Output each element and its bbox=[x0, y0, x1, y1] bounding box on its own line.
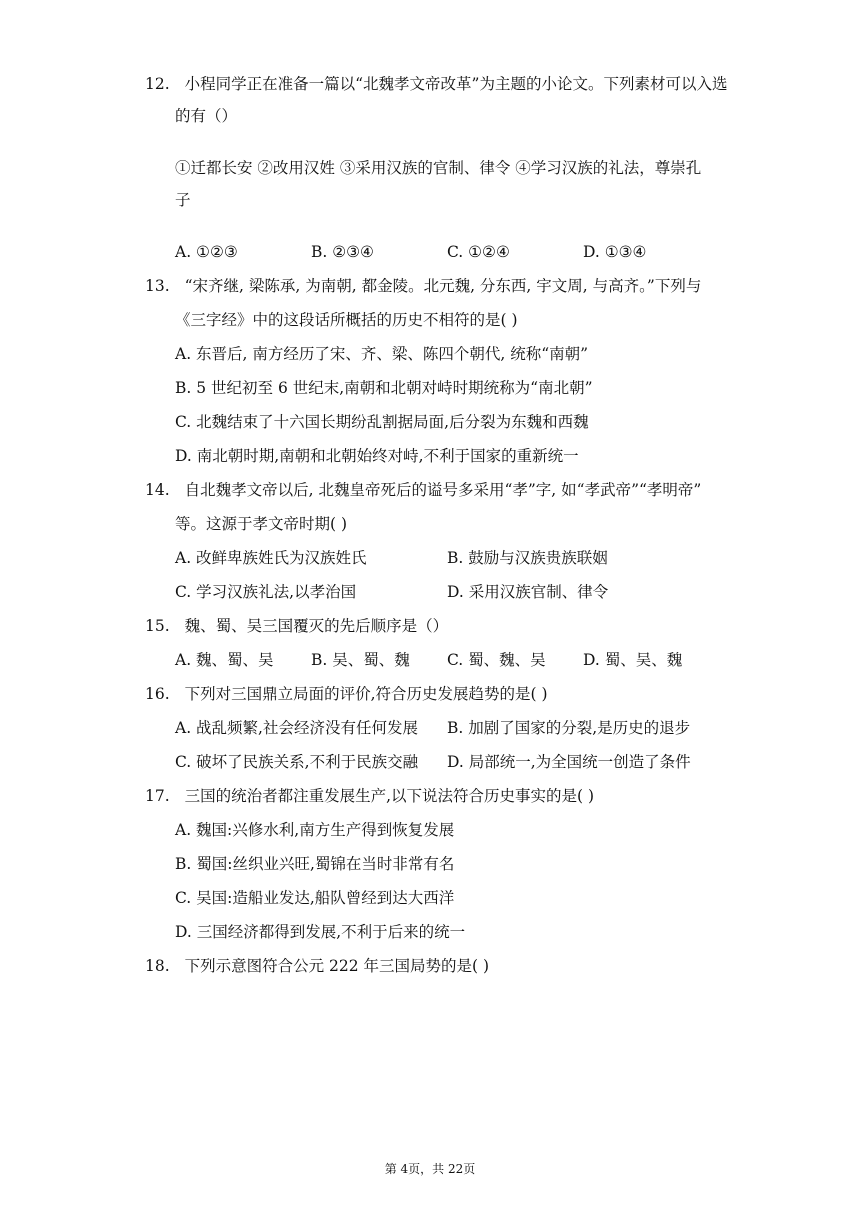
question-12 bbox=[145, 74, 727, 94]
question-number: 16. bbox=[145, 685, 170, 703]
question-stem: 魏、蜀、吴三国覆灭的先后顺序是（） bbox=[184, 617, 449, 635]
option-b[interactable]: B. 吴、蜀、魏 bbox=[311, 651, 410, 669]
option-d[interactable]: D. 蜀、吴、魏 bbox=[583, 651, 683, 669]
option-c[interactable]: C. 蜀、魏、吴 bbox=[447, 651, 546, 669]
option-b[interactable]: B. 5 世纪初至 6 世纪末,南朝和北朝对峙时期统称为“南北朝” bbox=[175, 379, 593, 397]
question-stem: “宋齐继, 梁陈承, 为南朝, 都金陵。北元魏, 分东西, 宇文周, 与高齐。”下列与 bbox=[184, 277, 702, 295]
question-stem: 三国的统治者都注重发展生产,以下说法符合历史事实的是( ) bbox=[184, 787, 595, 805]
option-a[interactable]: A. 魏国:兴修水利,南方生产得到恢复发展 bbox=[175, 821, 455, 839]
question-number: 17. bbox=[145, 787, 170, 805]
page-footer: 第 4页，共 22页 bbox=[384, 1162, 476, 1176]
option-d[interactable]: D. 南北朝时期,南朝和北朝始终对峙,不利于国家的重新统一 bbox=[175, 447, 579, 465]
option-d[interactable]: D. ①③④ bbox=[583, 243, 647, 261]
option-b[interactable]: B. 鼓励与汉族贵族联姻 bbox=[447, 549, 608, 567]
option-a[interactable]: A. 魏、蜀、吴 bbox=[175, 651, 274, 669]
question-17 bbox=[145, 786, 594, 806]
question-15 bbox=[145, 616, 448, 636]
option-a[interactable]: A. 东晋后, 南方经历了宋、齐、梁、陈四个朝代, 统称“南朝” bbox=[175, 345, 589, 363]
option-c[interactable]: C. 北魏结束了十六国长期纷乱割据局面,后分裂为东魏和西魏 bbox=[175, 413, 589, 431]
question-number: 18. bbox=[145, 957, 170, 975]
option-c[interactable]: C. 学习汉族礼法,以孝治国 bbox=[175, 583, 357, 601]
option-d[interactable]: D. 采用汉族官制、律令 bbox=[447, 583, 609, 601]
question-number: 15. bbox=[145, 617, 170, 635]
question-stem: 小程同学正在准备一篇以“北魏孝文帝改革”为主题的小论文。下列素材可以入选 bbox=[184, 75, 728, 93]
question-stem: 下列示意图符合公元 222 年三国局势的是( ) bbox=[184, 957, 490, 975]
option-b[interactable]: B. 蜀国:丝织业兴旺,蜀锦在当时非常有名 bbox=[175, 855, 455, 873]
option-c[interactable]: C. 吴国:造船业发达,船队曾经到达大西洋 bbox=[175, 889, 455, 907]
option-a[interactable]: A. 战乱频繁,社会经济没有任何发展 bbox=[175, 719, 418, 737]
option-c[interactable]: C. ①②④ bbox=[447, 243, 510, 261]
material-list-continued: 子 bbox=[175, 191, 191, 209]
option-c[interactable]: C. 破坏了民族关系,不利于民族交融 bbox=[175, 753, 419, 771]
question-number: 13. bbox=[145, 277, 170, 295]
question-stem-continued: 《三字经》中的这段话所概括的历史不相符的是( ) bbox=[175, 311, 518, 329]
option-b[interactable]: B. 加剧了国家的分裂,是历史的退步 bbox=[447, 719, 691, 737]
option-b[interactable]: B. ②③④ bbox=[311, 243, 374, 261]
option-a[interactable]: A. 改鲜卑族姓氏为汉族姓氏 bbox=[175, 549, 367, 567]
question-stem-continued: 等。这源于孝文帝时期( ) bbox=[175, 515, 348, 533]
question-16 bbox=[145, 684, 548, 704]
question-stem: 下列对三国鼎立局面的评价,符合历史发展趋势的是( ) bbox=[184, 685, 548, 703]
question-13 bbox=[145, 276, 701, 296]
option-d[interactable]: D. 局部统一,为全国统一创造了条件 bbox=[447, 753, 691, 771]
question-14 bbox=[145, 480, 701, 500]
question-number: 12. bbox=[145, 75, 170, 93]
question-stem: 自北魏孝文帝以后, 北魏皇帝死后的谥号多采用“孝”字, 如“孝武帝”“孝明帝” bbox=[184, 481, 702, 499]
option-a[interactable]: A. ①②③ bbox=[175, 243, 238, 261]
material-list: ①迁都长安 ②改用汉姓 ③采用汉族的官制、律令 ④学习汉族的礼法，尊崇孔 bbox=[175, 159, 702, 177]
option-d[interactable]: D. 三国经济都得到发展,不利于后来的统一 bbox=[175, 923, 466, 941]
question-number: 14. bbox=[145, 481, 170, 499]
question-18 bbox=[145, 956, 489, 976]
question-stem-continued: 的有（） bbox=[175, 107, 238, 125]
